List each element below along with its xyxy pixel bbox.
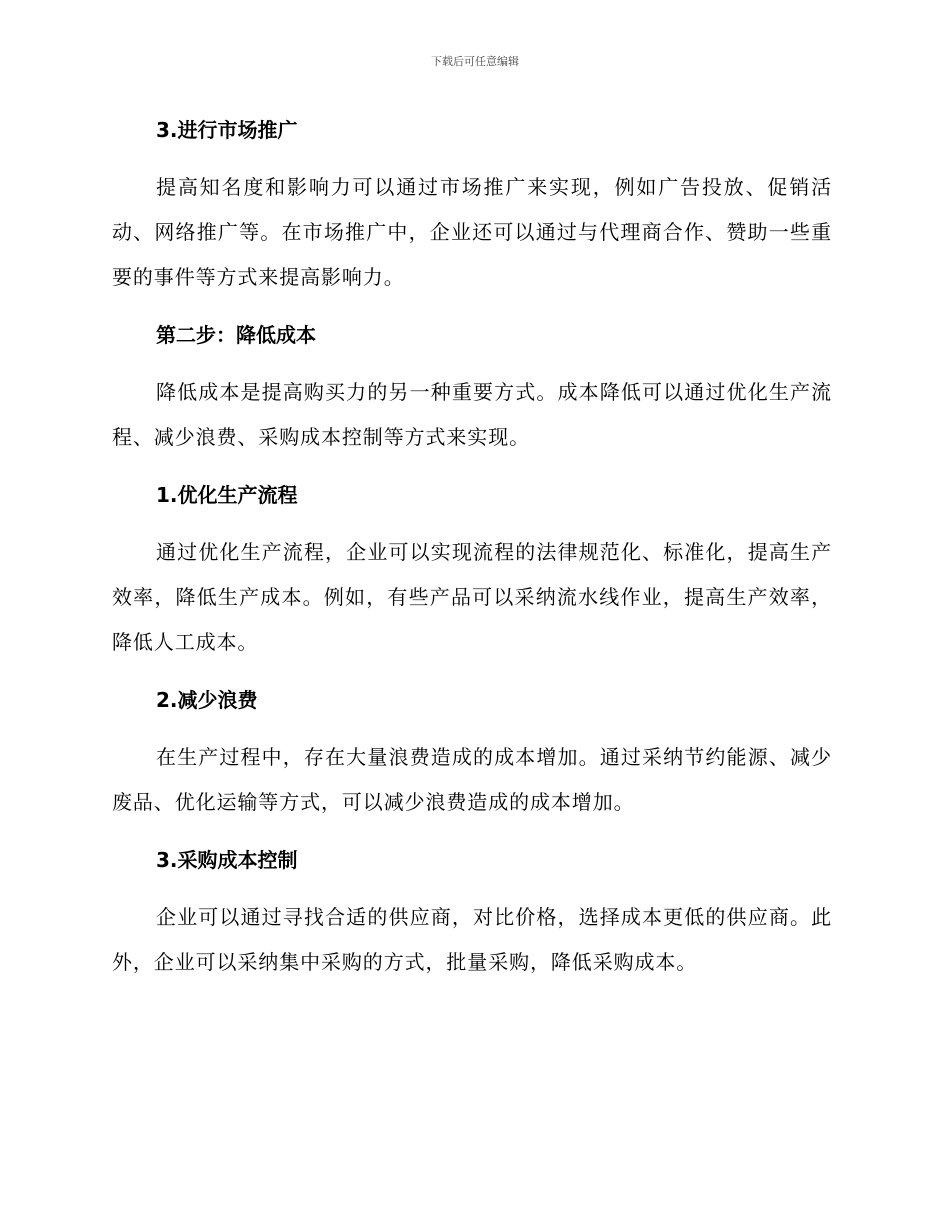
section-paragraph: 提高知名度和影响力可以通过市场推广来实现，例如广告投放、促销活动、网络推广等。在市场推广中，企业还可以通过与代理商合作、赞助一些重要的事件等方式来提高影响力。 [112, 175, 832, 289]
section-paragraph: 降低成本是提高购买力的另一种重要方式。成本降低可以通过优化生产流程、减少浪费、采购成本控制等方式来实现。 [112, 380, 832, 449]
section-heading: 第二步：降低成本 [156, 323, 316, 347]
section-heading: 3.进行市场推广 [156, 118, 298, 142]
section-paragraph: 通过优化生产流程，企业可以实现流程的法律规范化、标准化，提高生产效率，降低生产成本。例如，有些产品可以采纳流水线作业，提高生产效率，降低人工成本。 [112, 540, 832, 654]
section-paragraph: 企业可以通过寻找合适的供应商，对比价格，选择成本更低的供应商。此外，企业可以采纳集中采购的方式，批量采购，降低采购成本。 [112, 905, 832, 974]
document-body [112, 108, 832, 985]
section-paragraph: 在生产过程中，存在大量浪费造成的成本增加。通过采纳节约能源、减少废品、优化运输等方式，可以减少浪费造成的成本增加。 [112, 745, 832, 814]
section-heading: 3.采购成本控制 [156, 848, 298, 872]
page-header: 下载后可任意编辑 [431, 55, 519, 68]
section-heading: 1.优化生产流程 [156, 483, 298, 507]
section-heading: 2.减少浪费 [156, 688, 258, 712]
